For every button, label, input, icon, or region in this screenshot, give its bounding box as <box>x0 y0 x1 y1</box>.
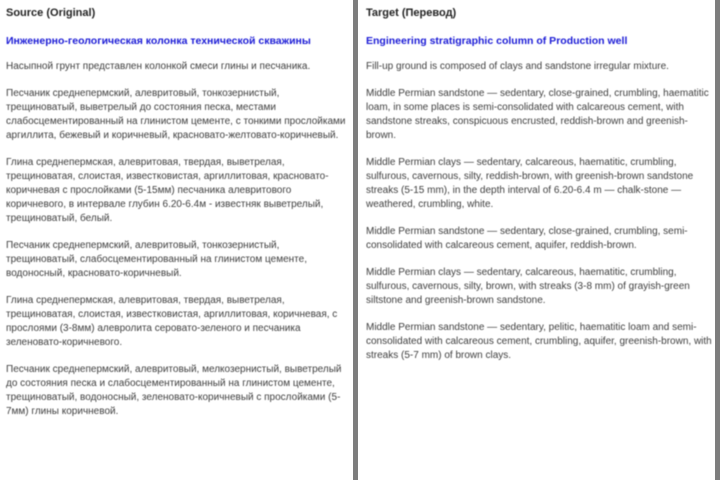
source-title: Инженерно-геологическая колонка технической скважины <box>6 35 311 47</box>
target-paragraph: Fill-up ground is composed of clays and sandstone irregular mixture. <box>366 61 669 72</box>
target-title: Engineering stratigraphic column of Production well <box>366 35 628 47</box>
source-column[interactable] <box>0 0 356 480</box>
target-paragraph: Middle Permian sandstone — sedentary, close-grained, crumbling, haematitic loam, in some places is semi-consolidated with calcareous cement, with sandstone streaks, conspicuous encrusted, reddish-brown and greenish-brown. <box>366 88 709 141</box>
target-paragraph: Middle Permian clays — sedentary, calcareous, haematitic, crumbling, sulfurous, cavernous, silty, reddish-brown, with greenish-brown sandstone streaks (5-15 mm), in the depth interval of 6.20-6.4 m — chalk-stone — weathered, crumbling, white. <box>366 157 694 210</box>
column-divider[interactable] <box>353 0 358 480</box>
target-paragraph: Middle Permian sandstone — sedentary, pelitic, haematitic loam and semi-consolidated with calcareous cement, crumbling, aquifer, greenish-brown, with streaks (5-7 mm) of brown clays. <box>366 322 712 361</box>
target-column-header: Target (Перевод) <box>366 7 457 19</box>
target-paragraph: Middle Permian sandstone — sedentary, close-grained, crumbling, semi-consolidated with calcareous cement, aquifer, reddish-brown. <box>366 226 688 251</box>
source-paragraph: Песчаник среднепермский, алевритовый, тонкозернистый, трещиноватый, слабосцементированный на глинистом цементе, водоносный, красновато-коричневый. <box>6 240 307 279</box>
source-paragraph: Глина среднепермская, алевритовая, твердая, выветрелая, трещиноватая, слоистая, известковистая, аргиллитовая, красновато-коричневая с прослойками (5-15мм) песчаника алевритового коричневого, в интервале глубин 6.20-6.4м - известняк выветрелый, трещиноватый, белый. <box>6 157 329 224</box>
source-column-header: Source (Original) <box>6 7 96 19</box>
source-paragraph: Глина среднепермская, алевритовая, твердая, выветрелая, трещиноватая, слоистая, известковистая, аргиллитовая, коричневая, с прослоями (3-8мм) алевролита серовато-зеленого и песчаника зеленовато-коричневого. <box>6 295 338 348</box>
source-paragraph: Песчаник среднепермский, алевритовый, тонкозернистый, трещиноватый, выветрелый до состояния песка, местами слабосцементированный на глинистом цементе, с тонкими прослойками аргиллита, бежевый и коричневый, красновато-желтовато-коричневый. <box>6 88 346 141</box>
right-edge-border <box>715 0 720 480</box>
source-paragraph: Насыпной грунт представлен колонкой смеси глины и песчаника. <box>6 61 311 72</box>
target-column[interactable] <box>360 0 720 480</box>
target-paragraph: Middle Permian clays — sedentary, calcareous, haematitic, crumbling, sulfurous, cavernous, silty, brown, with streaks (3-8 mm) of grayish-green siltstone and greenish-brown sandstone. <box>366 267 690 306</box>
source-paragraph: Песчаник среднепермский, алевритовый, мелкозернистый, выветрелый до состояния песка и слабосцементированный на глинистом цементе, трещиноватый, водоносный, зеленовато-коричневый с прослойками (5-7мм) глины коричневой. <box>6 364 342 417</box>
